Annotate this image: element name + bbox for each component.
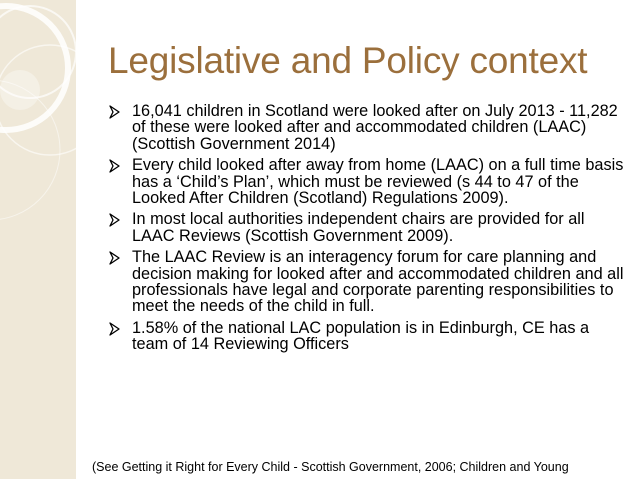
decorative-circles-graphic (0, 0, 76, 479)
arrow-bullet-icon (107, 105, 121, 119)
bullet-text: The LAAC Review is an interagency forum for care planning and decision making for looked after and accommodated children and all professionals have legal and corporate parenting responsibilities to meet the needs of the child in full. (132, 248, 624, 316)
bullet-text: 16,041 children in Scotland were looked after on July 2013 - 11,282 of these were looked after and accommodated children (LAAC) (Scottish Government 2014) (132, 102, 618, 153)
bullet-text: Every child looked after away from home (LAAC) on a full time basis has a ‘Child’s Plan’, which must be reviewed (s 44 to 47 of the Looked After Children (Scotland) Regulations 2009). (132, 156, 624, 208)
bullet-text: 1.58% of the national LAC population is in Edinburgh, CE has a team of 14 Reviewing Officers (132, 318, 590, 354)
slide-title: Legislative and Policy context (108, 40, 588, 81)
arrow-bullet-icon (107, 159, 121, 173)
arrow-bullet-icon (107, 251, 121, 265)
arrow-bullet-icon (107, 213, 121, 227)
bullet-list (107, 103, 627, 358)
bullet-text: In most local authorities independent chairs are provided for all LAAC Reviews (Scottish Government 2009). (132, 210, 585, 245)
bullet-item (107, 249, 627, 315)
bullet-item (107, 320, 627, 353)
bullet-item (107, 211, 627, 244)
bullet-item (107, 103, 627, 152)
bullet-item (107, 157, 627, 206)
decorative-sidebar (0, 0, 76, 479)
arrow-bullet-icon (107, 322, 121, 336)
footnote: (See Getting it Right for Every Child - Scottish Government, 2006; Children and Young (92, 460, 569, 474)
